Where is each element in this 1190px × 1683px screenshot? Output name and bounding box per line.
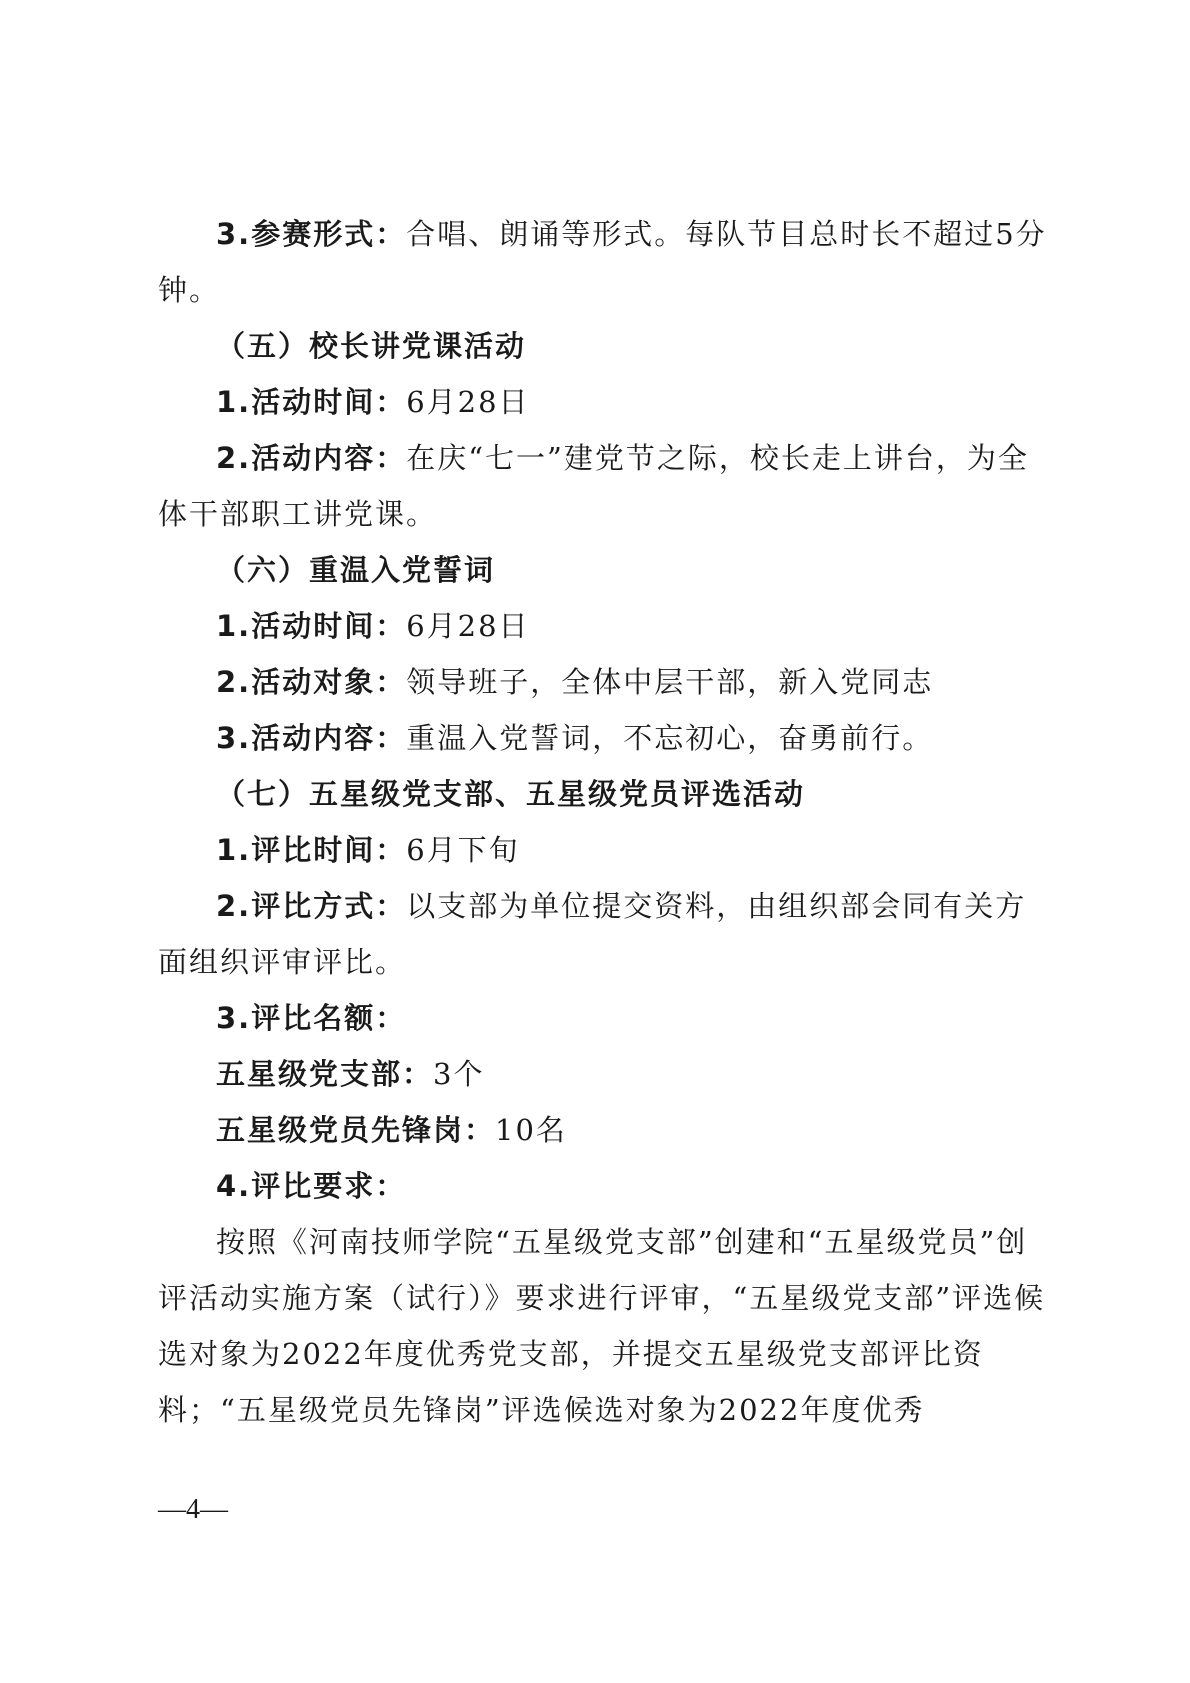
paragraph-section6-target (158, 654, 1053, 710)
paragraph-section5-content (158, 430, 1053, 542)
text-participation-format: 合唱、朗诵等形式。每队节目总时长不超过5分钟。 (158, 217, 1047, 307)
text-section6-target: 领导班子，全体中层干部，新入党同志 (406, 665, 934, 699)
heading-section-6: （六）重温入党誓词 (216, 553, 496, 587)
text-section5-time: 6月28日 (406, 385, 530, 419)
label-section6-time: 1.活动时间： (216, 609, 407, 643)
heading-section-5: （五）校长讲党课活动 (216, 329, 527, 363)
text-section6-content: 重温入党誓词，不忘初心，奋勇前行。 (406, 721, 934, 755)
label-section5-content: 2.活动内容： (216, 441, 407, 475)
paragraph-section6-time (158, 598, 1053, 654)
paragraph-section7-method (158, 878, 1053, 990)
paragraph-section7-requirements (158, 1158, 1053, 1214)
heading-section-7: （七）五星级党支部、五星级党员评选活动 (216, 777, 806, 811)
text-quota-member: 10名 (495, 1113, 567, 1147)
paragraph-section7-quota (158, 990, 1053, 1046)
text-section7-method: 以支部为单位提交资料，由组织部会同有关方面组织评审评比。 (158, 889, 1027, 979)
text-section5-content: 在庆“七一”建党节之际，校长走上讲台，为全体干部职工讲党课。 (158, 441, 1029, 531)
paragraph-section5-time (158, 374, 1053, 430)
label-section6-content: 3.活动内容： (216, 721, 407, 755)
paragraph-section6-content (158, 710, 1053, 766)
paragraph-participation-format (158, 206, 1053, 318)
text-section6-time: 6月28日 (406, 609, 530, 643)
page-number: —4— (158, 1494, 228, 1525)
label-quota-branch: 五星级党支部： (216, 1057, 434, 1091)
label-section7-requirements: 4.评比要求： (216, 1169, 407, 1203)
text-quota-branch: 3个 (433, 1057, 485, 1091)
label-participation-format: 3.参赛形式： (216, 217, 407, 251)
text-section7-time: 6月下旬 (406, 833, 520, 867)
label-section7-quota: 3.评比名额： (216, 1001, 407, 1035)
paragraph-quota-member (158, 1102, 1053, 1158)
paragraph-quota-branch (158, 1046, 1053, 1102)
label-section6-target: 2.活动对象： (216, 665, 407, 699)
label-section7-time: 1.评比时间： (216, 833, 407, 867)
label-section5-time: 1.活动时间： (216, 385, 407, 419)
label-section7-method: 2.评比方式： (216, 889, 407, 923)
document-body (158, 206, 1053, 1438)
paragraph-section7-time (158, 822, 1053, 878)
paragraph-requirements-body: 按照《河南技师学院“五星级党支部”创建和“五星级党员”创评活动实施方案（试行）》要求进行评审，“五星级党支部”评选候选对象为2022年度优秀党支部，并提交五星级党支部评比资料；“五星级党员先锋岗”评选候选对象为2022年度优秀 (158, 1225, 1046, 1427)
label-quota-member: 五星级党员先锋岗： (216, 1113, 496, 1147)
